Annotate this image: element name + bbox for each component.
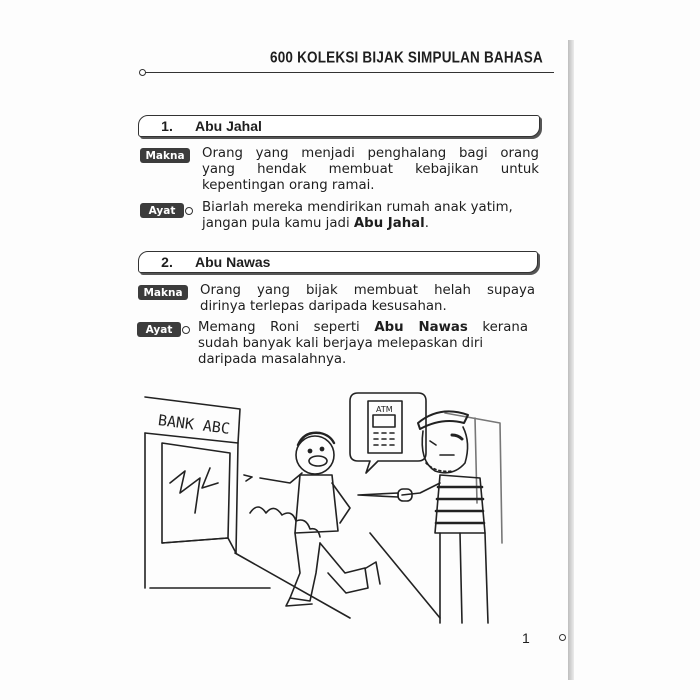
makna-label: Makna bbox=[138, 285, 188, 300]
footer-dot bbox=[559, 634, 566, 641]
makna-label: Makna bbox=[140, 148, 190, 163]
entry-title-box-2 bbox=[138, 251, 538, 273]
entry-title-box-1 bbox=[138, 115, 540, 137]
entry-number: 2. bbox=[161, 254, 173, 270]
ayat-text-1: Biarlah mereka mendirikan rumah anak yatim, jangan pula kamu jadi Abu Jahal. bbox=[202, 200, 513, 231]
ayat-label: Ayat bbox=[140, 203, 184, 218]
header-rule bbox=[144, 72, 554, 73]
bank-sign-text: BANK ABC bbox=[157, 411, 231, 438]
entry-title: Abu Nawas bbox=[195, 254, 271, 270]
cartoon-illustration bbox=[140, 383, 540, 628]
page-number: 1 bbox=[522, 630, 530, 646]
book-title-header: 600 KOLEKSI BIJAK SIMPULAN BAHASA bbox=[270, 48, 543, 67]
entry-title: Abu Jahal bbox=[195, 118, 262, 134]
makna-text-2: Orang yang bijak membuat helah supaya dirinya terlepas daripada kesusahan. bbox=[200, 283, 535, 314]
ayat-text-2: Memang Roni seperti Abu Nawas kerana sudah banyak kali berjaya melepaskan diri daripada masalahnya. bbox=[198, 320, 528, 367]
makna-text-1: Orang yang menjadi penghalang bagi orang yang hendak membuat kebajikan untuk kepentingan orang ramai. bbox=[202, 146, 539, 193]
entry-number: 1. bbox=[161, 118, 173, 134]
header-rule-dot bbox=[139, 69, 146, 76]
page-spine-shadow bbox=[568, 40, 574, 680]
idiom-highlight: Abu Jahal bbox=[353, 216, 425, 231]
ayat-label: Ayat bbox=[137, 322, 181, 337]
idiom-highlight: Abu Nawas bbox=[374, 320, 468, 335]
atm-sign-text: ATM bbox=[376, 405, 393, 414]
